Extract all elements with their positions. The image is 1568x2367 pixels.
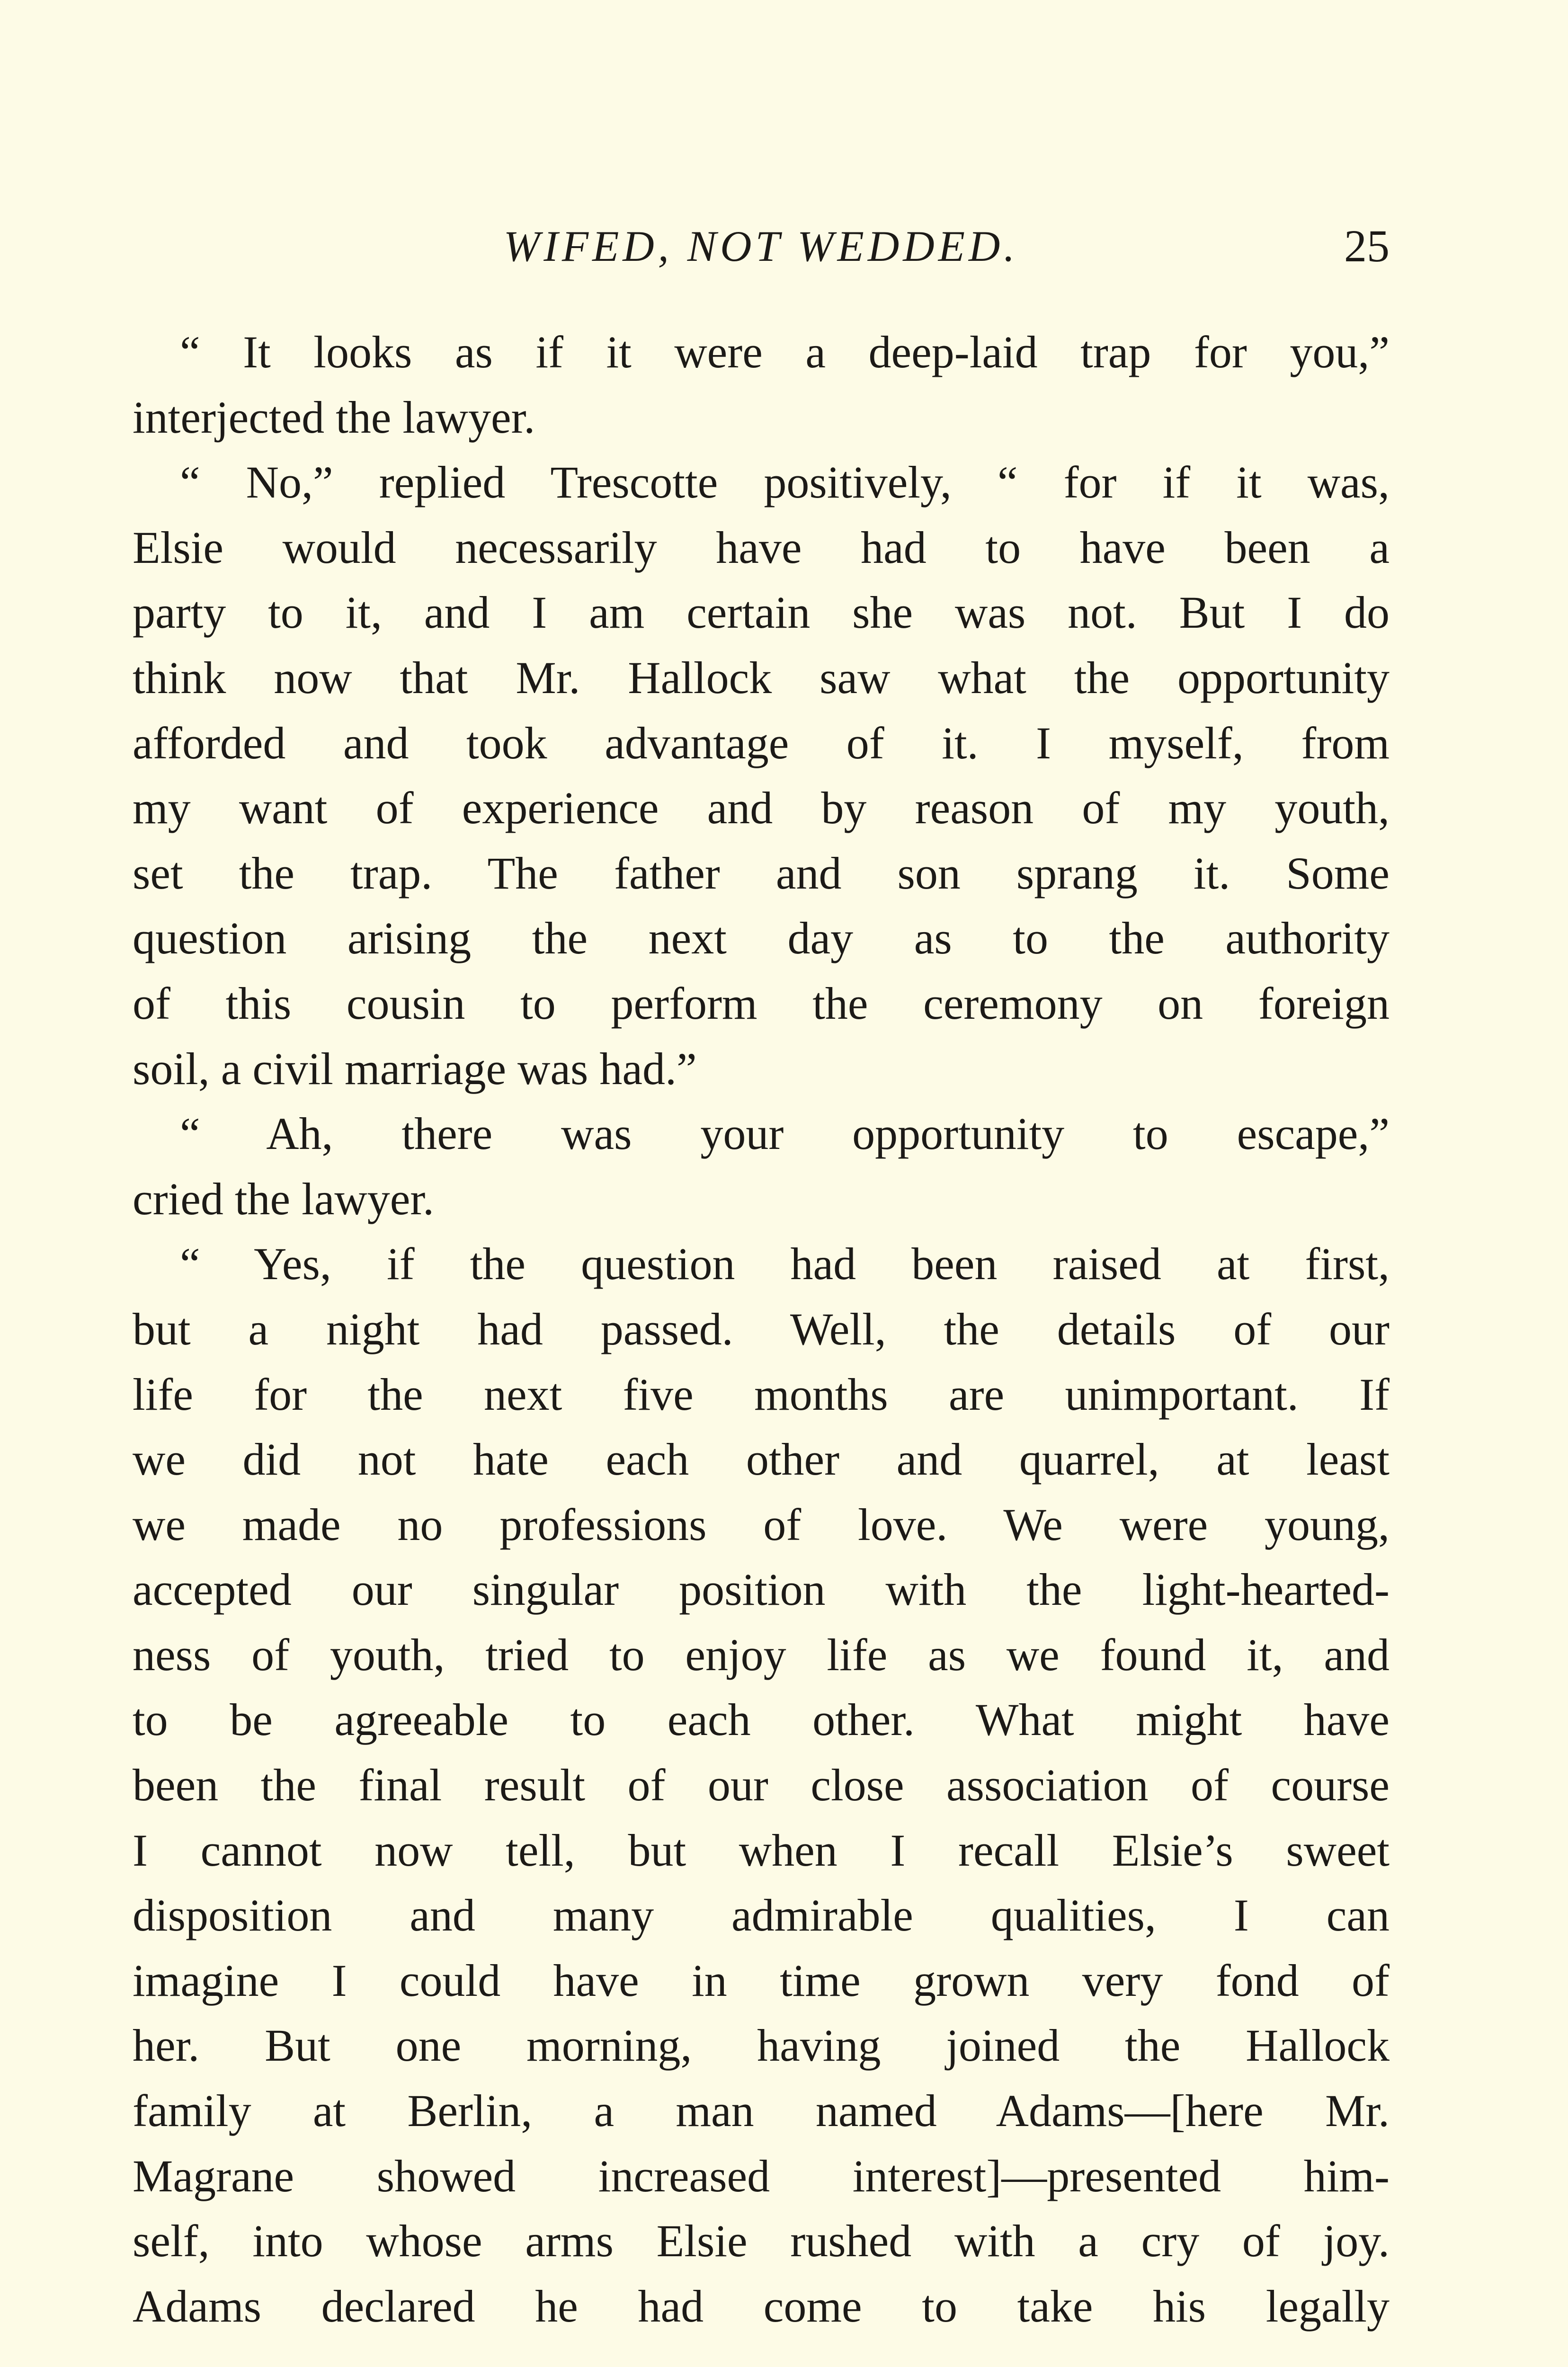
text-line: interjected the lawyer. <box>133 392 535 443</box>
text-line: Elsie would necessarily have had to have been a <box>133 522 1390 573</box>
text-line: my want of experience and by reason of my youth, <box>133 783 1390 834</box>
body-text <box>133 320 1390 2339</box>
text-line: her. But one morning, having joined the Hallock <box>133 2020 1390 2071</box>
page-number: 25 <box>1344 221 1390 271</box>
text-line: life for the next five months are unimportant. If <box>133 1369 1390 1420</box>
text-line: Adams declared he had come to take his legally <box>133 2280 1390 2331</box>
text-line: we made no professions of love. We were young, <box>133 1499 1390 1550</box>
text-line: accepted our singular position with the light-hearted- <box>133 1564 1390 1615</box>
text-line: disposition and many admirable qualities, I can <box>133 1890 1390 1941</box>
running-title: WIFED, NOT WEDDED. <box>503 222 1019 270</box>
text-line: but a night had passed. Well, the details of our <box>133 1303 1390 1354</box>
text-line: soil, a civil marriage was had.” <box>133 1043 697 1094</box>
text-line: family at Berlin, a man named Adams—[here Mr. <box>133 2085 1390 2136</box>
text-line: imagine I could have in time grown very fond of <box>133 1955 1390 2006</box>
text-line: Magrane showed increased interest]—presented him- <box>133 2150 1390 2201</box>
text-line: cried the lawyer. <box>133 1173 435 1224</box>
text-line: to be agreeable to each other. What might have <box>133 1694 1390 1745</box>
text-line: “ Ah, there was your opportunity to escape,” <box>180 1108 1390 1159</box>
text-line: self, into whose arms Elsie rushed with a cry of joy. <box>133 2216 1390 2267</box>
text-line: set the trap. The father and son sprang it. Some <box>133 847 1390 899</box>
text-line: question arising the next day as to the authority <box>133 913 1390 964</box>
text-line: I cannot now tell, but when I recall Elsie’s sweet <box>133 1824 1390 1876</box>
text-line: “ No,” replied Trescotte positively, “ for if it was, <box>180 457 1390 508</box>
text-line: of this cousin to perform the ceremony on foreign <box>133 978 1390 1029</box>
text-line: afforded and took advantage of it. I myself, from <box>133 717 1390 768</box>
text-line: “ It looks as if it were a deep-laid trap for you,” <box>180 327 1390 377</box>
text-line: “ Yes, if the question had been raised at first, <box>180 1238 1390 1290</box>
text-line: think now that Mr. Hallock saw what the opportunity <box>133 652 1390 703</box>
text-line: party to it, and I am certain she was not. But I do <box>133 587 1390 638</box>
text-line: been the final result of our close association of course <box>133 1760 1390 1811</box>
text-line: we did not hate each other and quarrel, at least <box>133 1434 1390 1485</box>
text-line: ness of youth, tried to enjoy life as we found it, and <box>133 1629 1390 1680</box>
running-head <box>133 218 1390 275</box>
